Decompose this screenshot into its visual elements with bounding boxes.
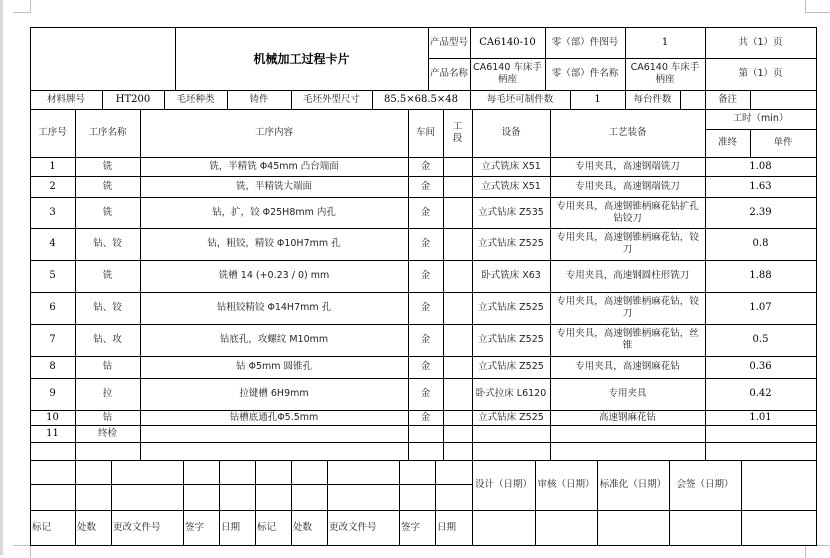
grid-line — [30, 484, 473, 485]
review-date-label: 审核（日期） — [537, 479, 595, 490]
parts-per-blank-label: 每毛坯可制件数 — [486, 93, 554, 105]
logo-area — [30, 27, 175, 90]
op-section — [443, 378, 472, 410]
op-tooling: 专用夹具，高速钢锥柄麻花钻，铰刀 — [556, 232, 699, 255]
op-time: 1.07 — [749, 302, 772, 313]
sign-label: 签字 — [185, 521, 205, 533]
page-margin-bar — [0, 0, 3, 555]
op-section — [443, 356, 472, 378]
op-content: 钻，扩，铰 Φ25H8mm 内孔 — [212, 206, 336, 218]
op-time: 1.08 — [749, 160, 772, 172]
remarks-label: 备注 — [717, 93, 737, 105]
blank-type-label: 毛坯种类 — [176, 93, 215, 105]
sign-label: 处数 — [293, 521, 313, 533]
op-workshop: 金 — [420, 180, 431, 192]
blank-type-value: 铸件 — [249, 93, 269, 105]
col-header-equipment: 设备 — [501, 127, 521, 138]
op-name: 钻、攻 — [93, 334, 122, 345]
op-tooling: 专用夹具，高速钢圆柱形铣刀 — [565, 270, 690, 281]
op-name: 铣 — [102, 270, 113, 281]
col-header-tooling: 工艺装备 — [608, 127, 647, 138]
op-content: 钻 Φ5mm 圆锥孔 — [235, 361, 313, 372]
op-equipment: 立式铣床 X51 — [481, 180, 541, 192]
material-value: HT200 — [115, 93, 151, 105]
op-time — [705, 425, 816, 442]
op-workshop: 金 — [420, 206, 431, 218]
op-content: 钻粗铰精铰 Φ14H7mm 孔 — [216, 302, 332, 313]
op-tooling: 专用夹具，高速钢端铣刀 — [575, 160, 680, 172]
part-drawing-no-value: 1 — [661, 36, 669, 48]
signature-field[interactable] — [535, 510, 597, 545]
page-number: 第（1）页 — [738, 68, 783, 79]
op-workshop: 金 — [420, 160, 431, 172]
op-workshop: 金 — [420, 238, 431, 249]
product-model-value: CA6140-10 — [479, 36, 536, 48]
op-tooling: 专用夹具 — [608, 388, 647, 399]
col-header-op-content: 工序内容 — [254, 127, 293, 138]
op-number: 3 — [49, 206, 56, 218]
parts-per-unit-value — [680, 90, 705, 109]
op-section — [443, 292, 472, 324]
op-number: 7 — [49, 334, 56, 345]
op-tooling: 专用夹具，高速钢锥柄麻花钻扩孔钻铰刀 — [556, 200, 699, 224]
op-time: 0.5 — [752, 334, 769, 345]
op-equipment: 立式钻床 Z525 — [478, 334, 544, 345]
op-time: 0.8 — [752, 238, 769, 249]
part-drawing-no-label: 零（部）件图号 — [551, 36, 619, 48]
op-name: 铣 — [102, 206, 113, 218]
op-time: 2.39 — [749, 206, 772, 218]
op-content: 铣，半精铣 Φ45mm 凸台端面 — [209, 160, 339, 172]
part-name-label: 零（部）件名称 — [551, 68, 619, 79]
op-content: 钻槽底通孔Φ5.5mm — [229, 411, 319, 423]
op-equipment: 立式钻床 Z535 — [478, 206, 544, 218]
op-number: 8 — [49, 361, 56, 372]
op-number: 9 — [49, 388, 56, 399]
parts-per-unit-label: 每台件数 — [633, 93, 672, 105]
product-name-value: CA6140 车床手柄座 — [473, 62, 542, 85]
op-number: 2 — [49, 180, 56, 192]
op-name: 终检 — [97, 427, 117, 439]
op-workshop: 金 — [420, 334, 431, 345]
col-header-op-name: 工序名称 — [88, 127, 127, 138]
standardize-date-label: 标准化（日期） — [599, 479, 667, 490]
op-equipment: 立式钻床 Z525 — [478, 361, 544, 372]
op-name: 铣 — [102, 180, 113, 192]
signature-field[interactable] — [597, 510, 669, 545]
op-workshop: 金 — [420, 302, 431, 313]
col-header-op-no: 工序号 — [38, 127, 67, 138]
op-time: 0.42 — [749, 388, 772, 399]
blank-size-value: 85.5×68.5×48 — [383, 93, 458, 105]
op-workshop: 金 — [420, 411, 431, 423]
op-equipment — [472, 425, 550, 442]
op-section — [443, 260, 472, 292]
sign-label: 标记 — [257, 521, 277, 533]
op-equipment: 卧式铣床 X63 — [481, 270, 541, 281]
op-content: 铣槽 14 (+0.23 / 0) mm — [218, 270, 330, 281]
sign-label: 签字 — [401, 521, 421, 533]
op-name: 钻 — [102, 411, 113, 423]
col-header-time-prep: 准终 — [717, 137, 737, 148]
col-header-workshop: 车间 — [415, 127, 435, 138]
design-date-label: 设计（日期） — [474, 479, 532, 490]
signature-field[interactable] — [669, 510, 741, 545]
op-name: 钻、铰 — [93, 302, 122, 313]
op-number: 1 — [49, 160, 56, 172]
op-time: 0.36 — [749, 361, 772, 372]
crop-mark-top-right — [805, 0, 830, 13]
sign-label: 更改文件号 — [329, 521, 377, 533]
op-time: 1.88 — [749, 270, 772, 281]
op-equipment: 立式钻床 Z525 — [478, 238, 544, 249]
op-tooling: 专用夹具，高速钢麻花钻 — [575, 361, 680, 372]
countersign-date-label: 会签（日期） — [676, 479, 734, 490]
sign-label: 处数 — [77, 521, 97, 533]
op-section — [443, 228, 472, 260]
op-equipment: 立式铣床 X51 — [481, 160, 541, 172]
op-tooling: 高速钢麻花钻 — [598, 411, 656, 423]
total-pages: 共（1）页 — [738, 36, 783, 48]
op-workshop — [408, 425, 443, 442]
sign-label: 日期 — [437, 521, 457, 533]
op-workshop: 金 — [420, 361, 431, 372]
product-model-label: 产品型号 — [430, 36, 469, 48]
op-workshop: 金 — [420, 270, 431, 281]
op-equipment: 卧式拉床 L6120 — [475, 388, 547, 399]
sign-label: 标记 — [32, 521, 52, 533]
blank-row — [30, 442, 816, 460]
op-section — [443, 157, 472, 176]
blank-sign-cell — [741, 460, 816, 510]
op-number: 11 — [46, 427, 59, 439]
op-equipment: 立式钻床 Z525 — [478, 302, 544, 313]
op-number: 4 — [49, 238, 56, 249]
op-time: 1.01 — [749, 411, 772, 423]
crop-mark-bottom-left — [13, 545, 31, 558]
op-tooling — [550, 425, 705, 442]
op-content: 钻底孔，攻螺纹 M10mm — [219, 334, 329, 345]
op-name: 拉 — [102, 388, 113, 399]
op-name: 铣 — [102, 160, 113, 172]
op-content: 铣，半精铣大端面 — [235, 180, 312, 192]
op-number: 6 — [49, 302, 56, 313]
col-header-time-unit: 单件 — [773, 137, 793, 148]
op-content: 拉键槽 6H9mm — [239, 388, 309, 399]
op-content: 钻，粗铰，精铰 Φ10H7mm 孔 — [207, 238, 341, 249]
col-header-time: 工时（min） — [732, 113, 789, 124]
col-header-section: 工段 — [452, 121, 463, 144]
product-name-label: 产品名称 — [430, 68, 469, 79]
op-tooling: 专用夹具，高速钢锥柄麻花钻，铰刀 — [556, 296, 699, 319]
sign-label: 更改文件号 — [113, 521, 161, 533]
crop-mark-top-left — [13, 0, 31, 13]
op-equipment: 立式钻床 Z525 — [478, 411, 544, 423]
material-label: 材料牌号 — [46, 93, 85, 105]
op-tooling: 专用夹具，高速钢锥柄麻花钻，丝锥 — [556, 328, 699, 351]
op-time: 1.63 — [749, 180, 772, 192]
signature-field[interactable] — [741, 510, 816, 545]
crop-mark-bottom-right — [805, 545, 830, 558]
op-name: 钻、铰 — [93, 238, 122, 249]
op-content — [140, 425, 408, 442]
parts-per-blank-value: 1 — [594, 93, 601, 105]
part-name-value: CA6140 车床手柄座 — [630, 62, 700, 85]
remarks-value — [750, 90, 816, 109]
grid-line — [30, 545, 817, 546]
op-name: 钻 — [102, 361, 113, 372]
sign-label: 日期 — [221, 521, 241, 533]
op-tooling: 专用夹具，高速钢端铣刀 — [575, 180, 680, 192]
op-number: 10 — [46, 411, 59, 423]
op-number: 5 — [49, 270, 56, 281]
op-workshop: 金 — [420, 388, 431, 399]
op-section — [443, 176, 472, 197]
op-section — [443, 197, 472, 228]
grid-line — [816, 27, 817, 546]
op-section — [443, 324, 472, 356]
card-title: 机械加工过程卡片 — [253, 51, 350, 66]
signature-field[interactable] — [472, 510, 535, 545]
blank-size-label: 毛坯外型尺寸 — [302, 93, 360, 105]
op-section — [443, 425, 472, 442]
op-section — [443, 410, 472, 425]
